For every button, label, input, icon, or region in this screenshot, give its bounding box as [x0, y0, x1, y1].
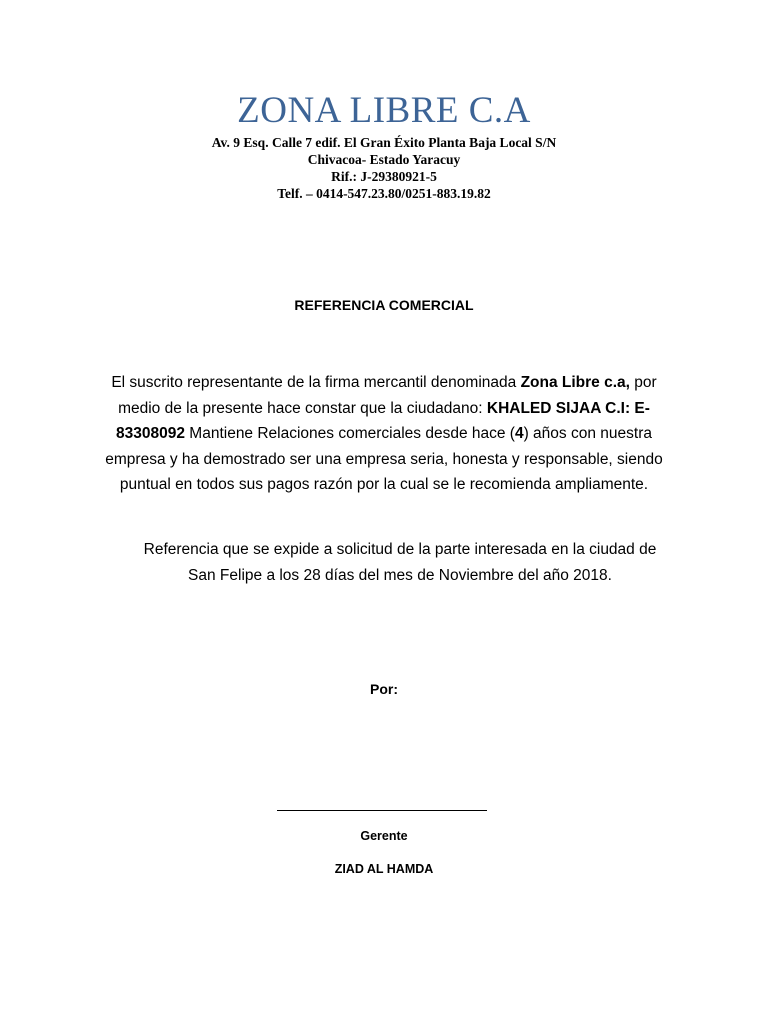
signer-name: ZIAD AL HAMDA [334, 862, 434, 876]
company-rif: Rif.: J-29380921-5 [331, 169, 437, 184]
closing-paragraph: Referencia que se expide a solicitud de la parte interesada en la ciudad de San Felipe a los 28 días del mes de Noviembre del año 2018. [143, 541, 657, 584]
body-part-1: El suscrito representante de la firma mercantil denominada [111, 374, 521, 391]
citizen-name: KHALED SIJAA C.I: E-83308092 [116, 399, 650, 443]
company-phone: Telf. – 0414-547.23.80/0251-883.19.82 [277, 186, 491, 201]
reference-body [100, 370, 668, 498]
body-part-4: ) años con nuestra empresa y ha demostrado ser una empresa seria, honesta y responsable, siendo puntual en todos sus pagos razón por la cual se le recomienda ampliamente. [105, 425, 663, 494]
body-part-3: Mantiene Relaciones comerciales desde hace ( [184, 425, 515, 443]
company-name: ZONA LIBRE C.A [237, 90, 531, 131]
company-address: Av. 9 Esq. Calle 7 edif. El Gran Éxito Planta Baja Local S/N [211, 135, 557, 150]
years-count: 4 [514, 425, 524, 443]
company-city: Chivacoa- Estado Yaracuy [307, 152, 461, 167]
body-part-2: por medio de la presente hace constar que la ciudadano: [118, 374, 657, 417]
signature-line [277, 810, 487, 811]
document-title: REFERENCIA COMERCIAL [294, 297, 474, 313]
firm-name: Zona Libre c.a, [520, 374, 630, 391]
letterhead [0, 88, 768, 202]
por-label: Por: [370, 681, 398, 697]
signer-role: Gerente [360, 829, 408, 843]
